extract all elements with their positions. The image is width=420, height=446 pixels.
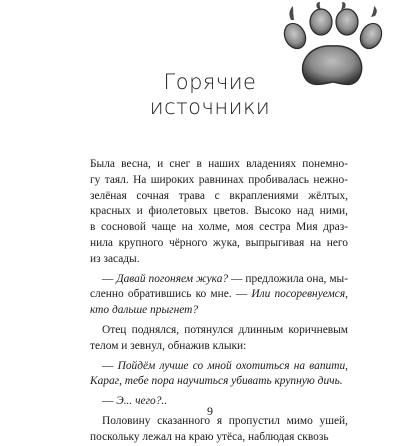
text-span: нила крупного чёрного жука, выпрыгивая на него [90, 236, 348, 249]
text-span: гу таял. На широких равнинах пробивалась нежно- [90, 173, 348, 186]
italic-text: Или посоревнуемся, [251, 288, 348, 301]
text-span: — [102, 359, 118, 372]
text-line [90, 252, 348, 268]
text-span: телом и зевнул, обнажив клыки: [90, 339, 247, 352]
text-line [90, 303, 348, 319]
text-line [90, 359, 348, 375]
text-line [90, 236, 348, 252]
chapter-body-text [90, 157, 348, 446]
text-span: зелёная сочная трава с вкраплениями жёлтых, [90, 189, 348, 202]
text-span: из засады. [90, 252, 140, 265]
text-span: красных и фиолетовых цветов. Высоко над ними, [90, 205, 348, 218]
text-span: — предложила она, мы- [228, 272, 348, 285]
text-line [90, 204, 348, 220]
text-span: в сосновой чаще на холме, моя сестра Мия драз- [90, 221, 348, 234]
italic-text: кто дальше прыгнет? [90, 304, 199, 317]
text-line [90, 374, 348, 390]
text-line [90, 339, 348, 355]
text-line [90, 173, 348, 189]
text-span: — [102, 395, 117, 408]
text-span: Половину сказанного я пропустил мимо ушей, [102, 414, 348, 427]
text-span: поскольку лежал на краю утёса, наблюдая сквозь [90, 430, 329, 443]
text-span: — [102, 272, 117, 285]
text-line [90, 430, 348, 446]
text-line [90, 287, 348, 303]
text-span: сленно обратившись ко мне. — [90, 288, 252, 301]
text-line [90, 189, 348, 205]
text-span: Отец поднялся, потянулся длинным коричневым [102, 323, 348, 336]
italic-text: Пойдём лучше со мной охотиться на вапити, [117, 359, 348, 372]
text-span: Была весна, и снег в наших владениях понемно- [90, 158, 348, 170]
chapter-title-line-2: источники [149, 95, 271, 119]
italic-text: Э... чего?.. [116, 395, 168, 408]
text-line [90, 323, 348, 339]
italic-text: Давай погоняем жука? [116, 272, 229, 285]
page-number: 9 [207, 404, 213, 418]
text-line [90, 220, 348, 236]
text-line [90, 157, 348, 173]
chapter-title-line-1: Горячие [163, 70, 257, 94]
italic-text: Караг, тебе пора научиться убивать крупную дичь. [90, 375, 343, 388]
text-line [90, 272, 348, 288]
